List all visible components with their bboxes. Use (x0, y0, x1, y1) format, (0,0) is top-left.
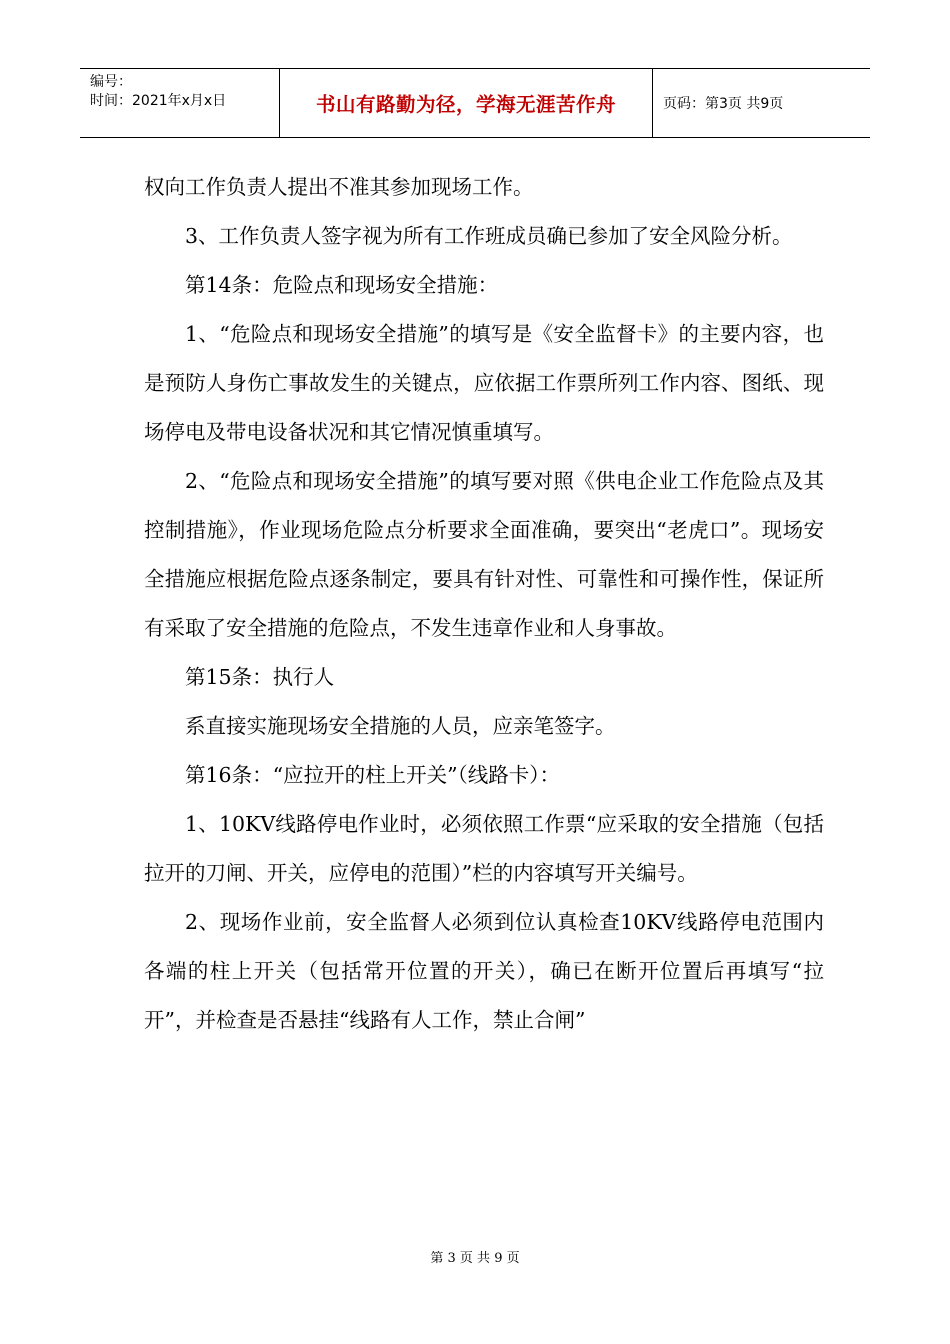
time-label: 时间：2021年x月x日 (90, 93, 227, 109)
paragraph: 1、“危险点和现场安全措施”的填写是《安全监督卡》的主要内容，也是预防人身伤亡事故发生的关键点，应依据工作票所列工作内容、图纸、现场停电及带电设备状况和其它情况慎重填写。 (144, 322, 824, 444)
paragraph: 权向工作负责人提出不准其参加现场工作。 (144, 175, 534, 199)
paragraph: 2、“危险点和现场安全措施”的填写要对照《供电企业工作危险点及其控制措施》，作业现场危险点分析要求全面准确，要突出“老虎口”。现场安全措施应根据危险点逐条制定，要具有针对性、可靠性和可操作性，保证所有采取了安全措施的危险点，不发生违章作业和人身事故。 (144, 469, 824, 640)
page-footer (0, 1247, 950, 1266)
paragraph: 第16条：“应拉开的柱上开关”（线路卡）： (185, 763, 561, 787)
paragraph: 1、10KV线路停电作业时，必须依照工作票“应采取的安全措施（包括拉开的刀闸、开关，应停电的范围）”栏的内容填写开关编号。 (144, 812, 824, 885)
number-label: 编号： (90, 74, 132, 90)
paragraph: 第15条：执行人 (185, 665, 335, 689)
header-page-info (653, 69, 870, 137)
header-meta (80, 69, 280, 137)
motto-text: 书山有路勤为径，学海无涯苦作舟 (315, 93, 616, 116)
paragraph: 系直接实施现场安全措施的人员，应亲笔签字。 (185, 714, 616, 738)
paragraph: 第14条：危险点和现场安全措施： (185, 273, 499, 297)
page-header (80, 68, 870, 138)
document-body (144, 163, 824, 1045)
page-info-text: 页码：第3页 共9页 (663, 96, 784, 112)
header-motto-cell (280, 69, 653, 137)
paragraph: 3、工作负责人签字视为所有工作班成员确已参加了安全风险分析。 (185, 224, 793, 248)
footer-page-number: 第 3 页 共 9 页 (430, 1251, 520, 1266)
paragraph: 2、现场作业前，安全监督人必须到位认真检查10KV线路停电范围内各端的柱上开关（包括常开位置的开关），确已在断开位置后再填写“拉开”，并检查是否悬挂“线路有人工作，禁止合闸” (144, 910, 824, 1032)
